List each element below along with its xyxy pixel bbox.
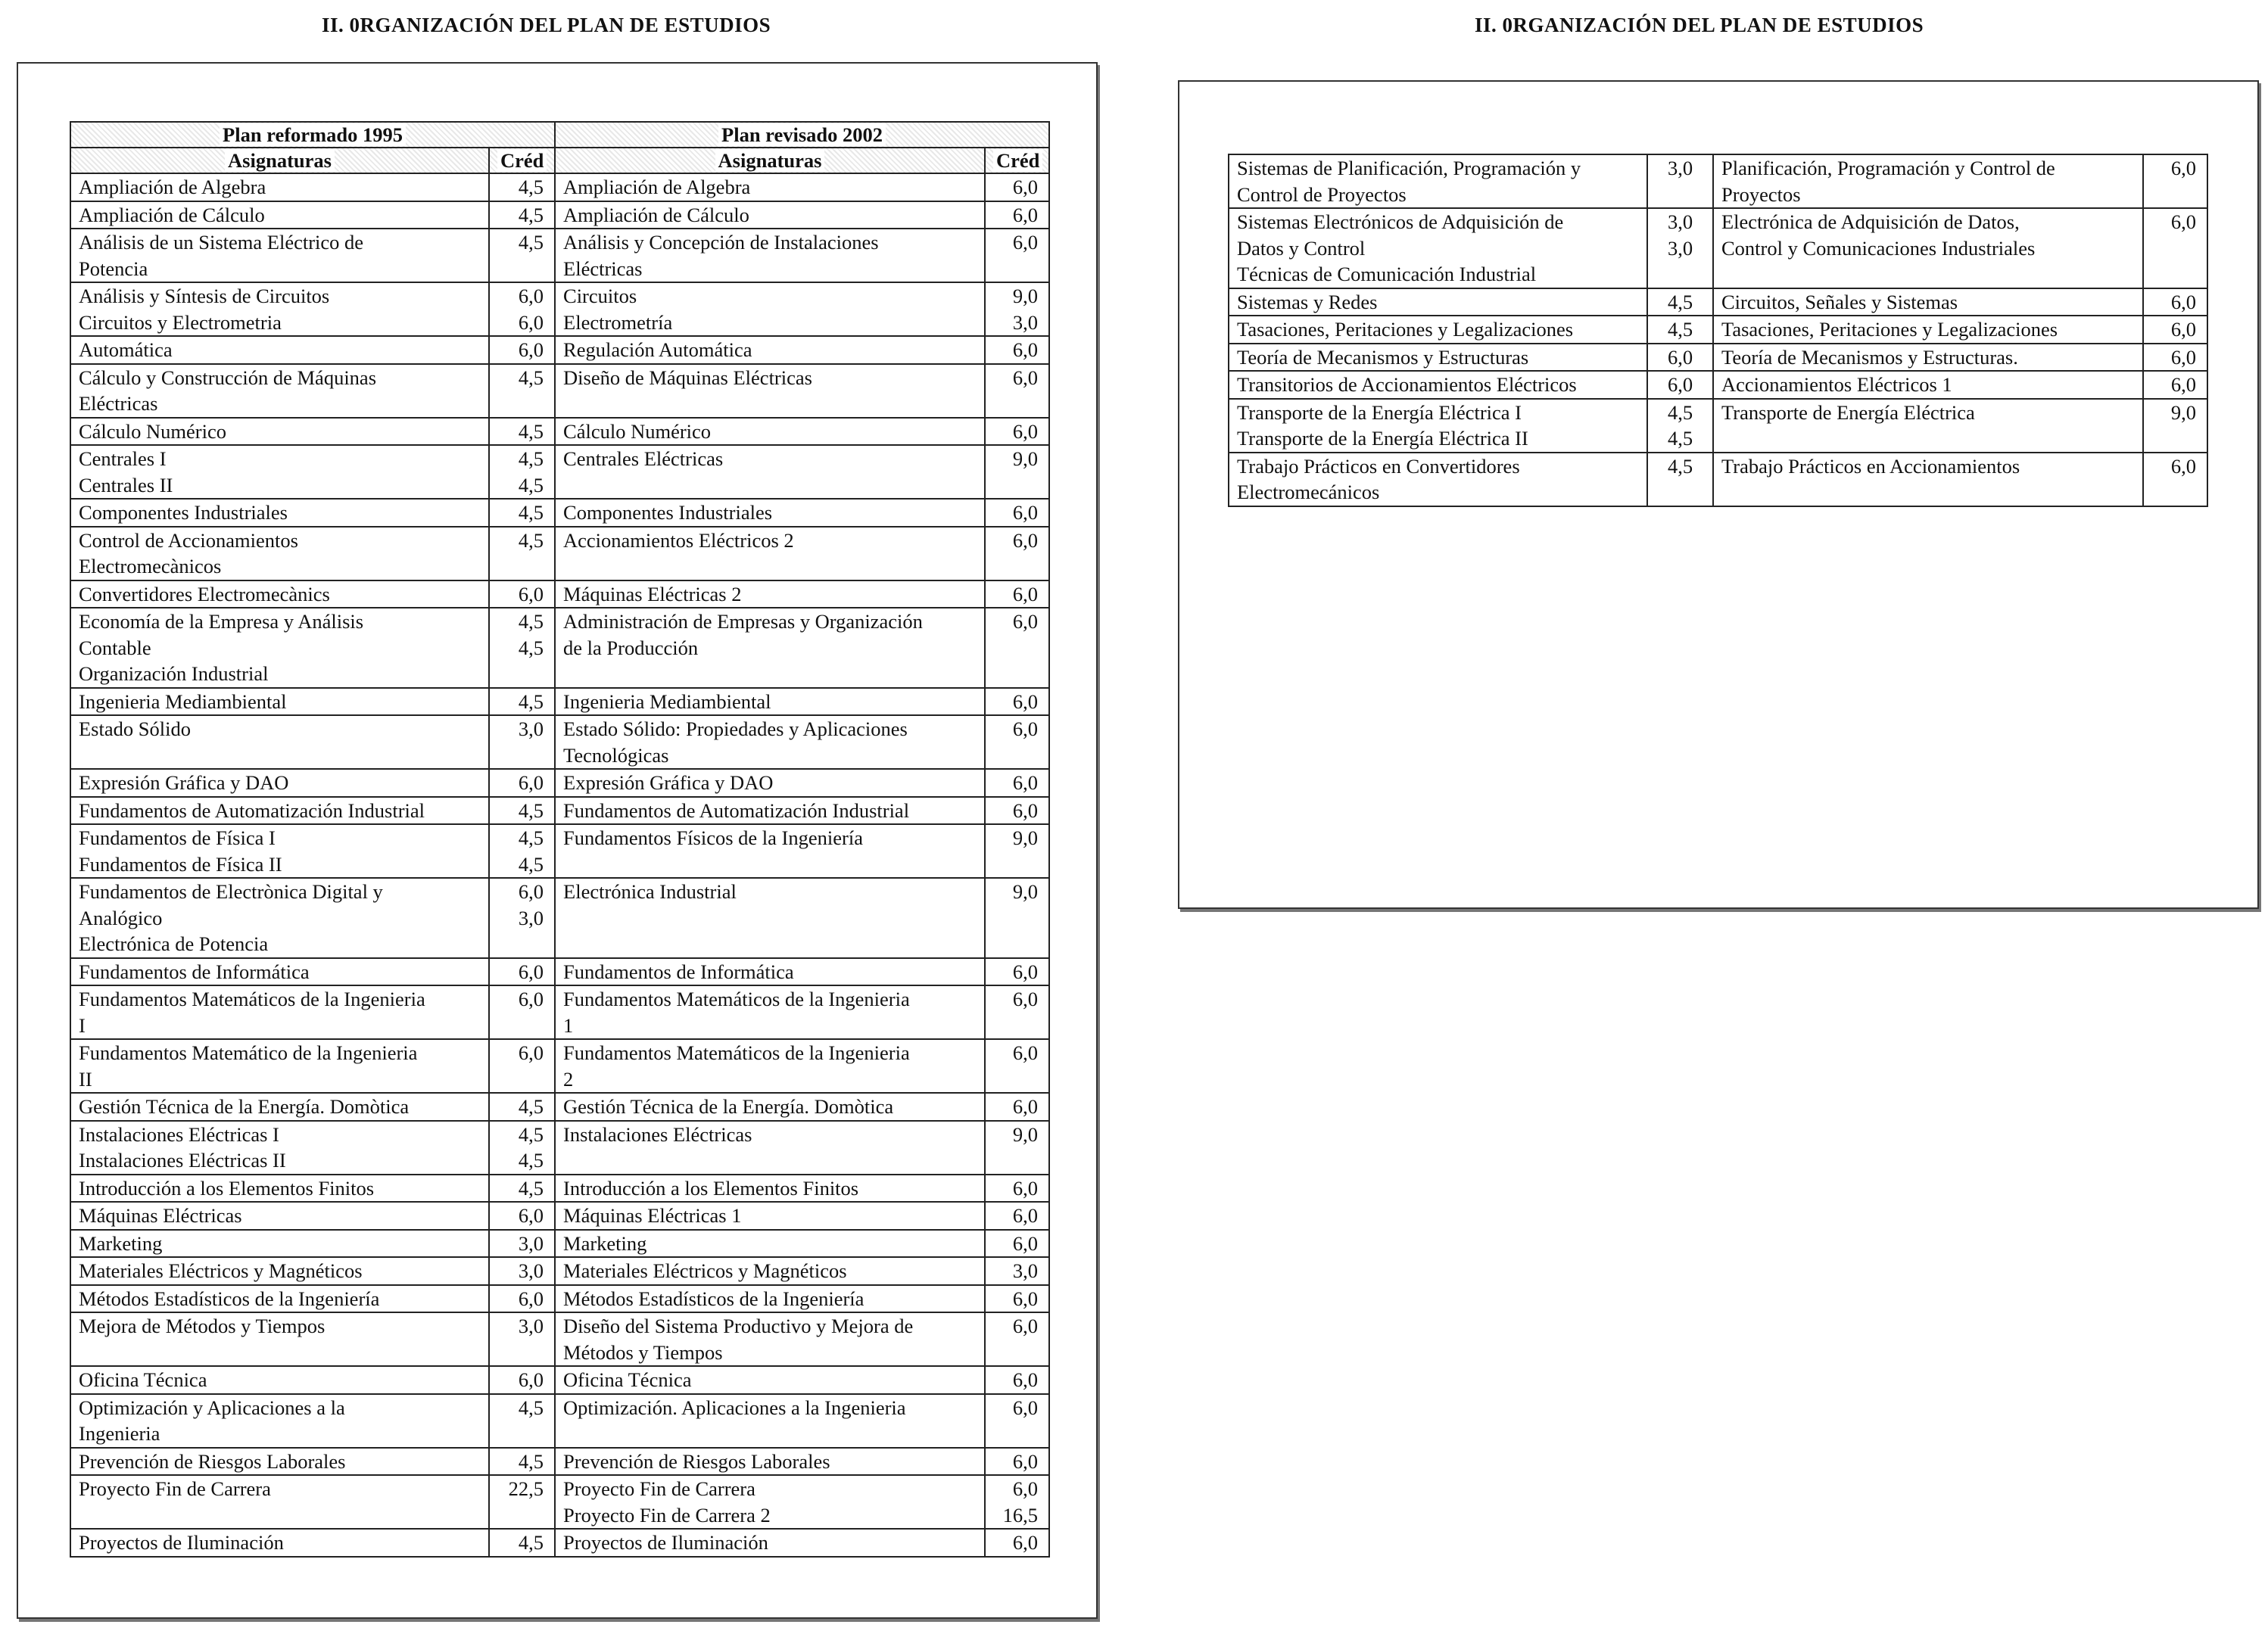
credits-old-cell: 3,0 xyxy=(1647,154,1713,208)
subject-new-cell: Circuitos, Señales y Sistemas xyxy=(1713,288,2143,316)
subject-new-cell: Centrales Eléctricas xyxy=(555,445,985,499)
credits-old-cell: 4,5 xyxy=(489,1448,555,1476)
credits-old-cell: 6,0 xyxy=(489,1202,555,1230)
credits-old-cell: 4,5 xyxy=(489,201,555,229)
credits-old-cell: 4,5 xyxy=(489,1175,555,1203)
subject-new-cell: Gestión Técnica de la Energía. Domòtica xyxy=(555,1093,985,1121)
subject-new-cell: Componentes Industriales xyxy=(555,499,985,527)
credits-old-cell: 4,5 xyxy=(489,364,555,418)
subject-old-cell: Optimización y Aplicaciones a la Ingenieria xyxy=(70,1394,489,1448)
subject-old-cell: Introducción a los Elementos Finitos xyxy=(70,1175,489,1203)
table-row xyxy=(70,445,1049,499)
subject-old-cell: Convertidores Electromecànics xyxy=(70,580,489,608)
table-row xyxy=(70,715,1049,769)
credits-new-cell: 6,0 xyxy=(2143,208,2207,288)
credits-old-cell: 4,5 xyxy=(489,527,555,580)
subject-old-cell: Trabajo Prácticos en Convertidores Electromecánicos xyxy=(1229,453,1647,506)
table-row xyxy=(70,878,1049,958)
subject-old-cell: Expresión Gráfica y DAO xyxy=(70,769,489,797)
credits-new-cell: 6,0 xyxy=(985,173,1049,201)
subject-old-cell: Centrales I Centrales II xyxy=(70,445,489,499)
subject-old-cell: Cálculo y Construcción de Máquinas Eléctricas xyxy=(70,364,489,418)
subject-old-cell: Sistemas de Planificación, Programación y Control de Proyectos xyxy=(1229,154,1647,208)
subject-old-cell: Proyectos de Iluminación xyxy=(70,1529,489,1557)
subject-old-cell: Cálculo Numérico xyxy=(70,418,489,446)
subject-new-cell: Materiales Eléctricos y Magnéticos xyxy=(555,1257,985,1285)
credits-new-cell: 6,0 xyxy=(985,580,1049,608)
table-row xyxy=(70,1175,1049,1203)
subject-new-cell: Proyecto Fin de Carrera Proyecto Fin de Carrera 2 xyxy=(555,1475,985,1529)
credits-old-cell: 4,5 xyxy=(489,418,555,446)
subject-old-cell: Ampliación de Algebra xyxy=(70,173,489,201)
credits-new-cell: 6,0 xyxy=(2143,288,2207,316)
table-row xyxy=(1229,453,2207,506)
credits-new-cell: 6,0 xyxy=(985,364,1049,418)
table-row xyxy=(70,1529,1049,1557)
credits-old-cell: 6,0 xyxy=(489,958,555,986)
subject-new-cell: Regulación Automática xyxy=(555,336,985,364)
subject-new-cell: Fundamentos de Automatización Industrial xyxy=(555,797,985,825)
credits-old-cell: 3,0 xyxy=(489,1312,555,1366)
credits-old-cell: 6,0 xyxy=(489,580,555,608)
subject-new-cell: Planificación, Programación y Control de Proyectos xyxy=(1713,154,2143,208)
table-row xyxy=(70,527,1049,580)
subject-old-cell: Fundamentos Matemático de la Ingenieria II xyxy=(70,1039,489,1093)
subject-old-cell: Economía de la Empresa y Análisis Contable Organización Industrial xyxy=(70,608,489,688)
subject-old-cell: Control de Accionamientos Electromecànicos xyxy=(70,527,489,580)
credits-old-cell: 6,0 xyxy=(489,336,555,364)
subject-new-cell: Teoría de Mecanismos y Estructuras. xyxy=(1713,344,2143,372)
credits-new-cell: 6,0 xyxy=(985,1394,1049,1448)
subject-new-cell: Instalaciones Eléctricas xyxy=(555,1121,985,1175)
subject-new-cell: Fundamentos de Informática xyxy=(555,958,985,986)
credits-old-cell: 6,0 xyxy=(1647,344,1713,372)
table-row xyxy=(70,1257,1049,1285)
credits-old-cell: 4,5 xyxy=(489,688,555,716)
table-row xyxy=(70,418,1049,446)
left-course-table xyxy=(70,121,1050,1558)
subject-new-cell: Electrónica Industrial xyxy=(555,878,985,958)
subject-old-cell: Oficina Técnica xyxy=(70,1366,489,1394)
credits-old-cell: 4,5 xyxy=(489,1394,555,1448)
credits-new-cell: 6,0 xyxy=(985,797,1049,825)
credits-old-cell: 4,5 xyxy=(489,173,555,201)
credits-old-cell: 4,5 xyxy=(489,499,555,527)
subject-old-cell: Fundamentos de Informática xyxy=(70,958,489,986)
credits-old-cell: 6,0 xyxy=(489,985,555,1039)
table-row xyxy=(1229,316,2207,344)
table-row xyxy=(70,499,1049,527)
subject-new-cell: Expresión Gráfica y DAO xyxy=(555,769,985,797)
credits-old-cell: 6,0 xyxy=(489,769,555,797)
credits-old-cell: 3,0 xyxy=(489,1230,555,1258)
credits-new-cell: 6,0 xyxy=(985,1448,1049,1476)
table-row xyxy=(70,688,1049,716)
subject-new-cell: Transporte de Energía Eléctrica xyxy=(1713,399,2143,453)
credits-old-cell: 4,5 xyxy=(489,797,555,825)
table-row xyxy=(70,1039,1049,1093)
table-row xyxy=(70,229,1049,282)
subject-new-cell: Fundamentos Matemáticos de la Ingenieria 2 xyxy=(555,1039,985,1093)
subject-new-cell: Trabajo Prácticos en Accionamientos xyxy=(1713,453,2143,506)
subject-header-new: Asignaturas xyxy=(555,148,985,173)
credits-header-old: Créd xyxy=(489,148,555,173)
table-row xyxy=(70,1475,1049,1529)
table-row xyxy=(1229,399,2207,453)
credits-old-cell: 6,0 3,0 xyxy=(489,878,555,958)
subject-new-cell: Cálculo Numérico xyxy=(555,418,985,446)
plan-old-header: Plan reformado 1995 xyxy=(70,122,555,148)
credits-new-cell: 9,0 3,0 xyxy=(985,282,1049,336)
table-row xyxy=(1229,344,2207,372)
credits-new-cell: 6,0 xyxy=(985,1529,1049,1557)
credits-old-cell: 6,0 xyxy=(1647,371,1713,399)
subject-old-cell: Métodos Estadísticos de la Ingeniería xyxy=(70,1285,489,1313)
subject-old-cell: Ingenieria Mediambiental xyxy=(70,688,489,716)
subject-new-cell: Optimización. Aplicaciones a la Ingenieria xyxy=(555,1394,985,1448)
subject-old-cell: Automática xyxy=(70,336,489,364)
subject-old-cell: Proyecto Fin de Carrera xyxy=(70,1475,489,1529)
table-row xyxy=(1229,154,2207,208)
subject-old-cell: Materiales Eléctricos y Magnéticos xyxy=(70,1257,489,1285)
table-row xyxy=(70,1394,1049,1448)
credits-new-cell: 6,0 xyxy=(985,527,1049,580)
credits-new-cell: 6,0 xyxy=(985,201,1049,229)
table-row xyxy=(70,173,1049,201)
table-row xyxy=(70,985,1049,1039)
left-page-heading: II. 0RGANIZACIÓN DEL PLAN DE ESTUDIOS xyxy=(322,14,771,36)
credits-new-cell: 6,0 xyxy=(985,1285,1049,1313)
right-page-heading: II. 0RGANIZACIÓN DEL PLAN DE ESTUDIOS xyxy=(1475,14,1924,36)
credits-old-cell: 4,5 xyxy=(1647,453,1713,506)
credits-old-cell: 4,5 xyxy=(1647,316,1713,344)
subject-old-cell: Transitorios de Accionamientos Eléctricos xyxy=(1229,371,1647,399)
credits-old-cell: 3,0 3,0 xyxy=(1647,208,1713,288)
credits-new-cell: 9,0 xyxy=(2143,399,2207,453)
subject-new-cell: Fundamentos Matemáticos de la Ingenieria 1 xyxy=(555,985,985,1039)
credits-old-cell: 4,5 xyxy=(489,1093,555,1121)
table-row xyxy=(70,958,1049,986)
subject-new-cell: Análisis y Concepción de Instalaciones Eléctricas xyxy=(555,229,985,282)
credits-new-cell: 3,0 xyxy=(985,1257,1049,1285)
subject-new-cell: Administración de Empresas y Organización de la Producción xyxy=(555,608,985,688)
subject-new-cell: Máquinas Eléctricas 1 xyxy=(555,1202,985,1230)
subject-new-cell: Ampliación de Cálculo xyxy=(555,201,985,229)
subject-old-cell: Transporte de la Energía Eléctrica I Transporte de la Energía Eléctrica II xyxy=(1229,399,1647,453)
credits-old-cell: 4,5 4,5 xyxy=(489,445,555,499)
subject-new-cell: Estado Sólido: Propiedades y Aplicaciones Tecnológicas xyxy=(555,715,985,769)
subject-old-cell: Mejora de Métodos y Tiempos xyxy=(70,1312,489,1366)
subject-old-cell: Fundamentos de Electrònica Digital y Analógico Electrónica de Potencia xyxy=(70,878,489,958)
subject-old-cell: Estado Sólido xyxy=(70,715,489,769)
subject-old-cell: Teoría de Mecanismos y Estructuras xyxy=(1229,344,1647,372)
table-row xyxy=(70,364,1049,418)
credits-new-cell: 9,0 xyxy=(985,878,1049,958)
subject-old-cell: Instalaciones Eléctricas I Instalaciones Eléctricas II xyxy=(70,1121,489,1175)
credits-new-cell: 6,0 16,5 xyxy=(985,1475,1049,1529)
subject-new-cell: Marketing xyxy=(555,1230,985,1258)
credits-old-cell: 4,5 xyxy=(1647,288,1713,316)
subject-new-cell: Diseño de Máquinas Eléctricas xyxy=(555,364,985,418)
credits-old-cell: 3,0 xyxy=(489,715,555,769)
credits-new-cell: 9,0 xyxy=(985,445,1049,499)
subject-new-cell: Oficina Técnica xyxy=(555,1366,985,1394)
credits-old-cell: 6,0 xyxy=(489,1285,555,1313)
table-row xyxy=(70,1312,1049,1366)
subject-old-cell: Análisis y Síntesis de Circuitos Circuitos y Electrometria xyxy=(70,282,489,336)
credits-header-new: Créd xyxy=(985,148,1049,173)
subject-new-cell: Ampliación de Algebra xyxy=(555,173,985,201)
table-row xyxy=(70,1121,1049,1175)
credits-old-cell: 4,5 4,5 xyxy=(489,1121,555,1175)
subject-new-cell: Métodos Estadísticos de la Ingeniería xyxy=(555,1285,985,1313)
subject-old-cell: Componentes Industriales xyxy=(70,499,489,527)
table-row xyxy=(70,1202,1049,1230)
subject-old-cell: Fundamentos de Automatización Industrial xyxy=(70,797,489,825)
subject-new-cell: Ingenieria Mediambiental xyxy=(555,688,985,716)
credits-new-cell: 6,0 xyxy=(985,688,1049,716)
credits-new-cell: 6,0 xyxy=(2143,371,2207,399)
table-row xyxy=(70,608,1049,688)
table-row xyxy=(70,201,1049,229)
table-row xyxy=(1229,371,2207,399)
subject-header-old: Asignaturas xyxy=(70,148,489,173)
credits-new-cell: 6,0 xyxy=(985,1230,1049,1258)
credits-old-cell: 4,5 4,5 xyxy=(489,824,555,878)
subject-new-cell: Circuitos Electrometría xyxy=(555,282,985,336)
credits-new-cell: 6,0 xyxy=(985,229,1049,282)
subject-old-cell: Gestión Técnica de la Energía. Domòtica xyxy=(70,1093,489,1121)
credits-new-cell: 6,0 xyxy=(2143,316,2207,344)
table-row xyxy=(70,1093,1049,1121)
subject-old-cell: Ampliación de Cálculo xyxy=(70,201,489,229)
credits-old-cell: 22,5 xyxy=(489,1475,555,1529)
credits-old-cell: 6,0 6,0 xyxy=(489,282,555,336)
table-row xyxy=(70,580,1049,608)
subject-old-cell: Sistemas Electrónicos de Adquisición de Datos y Control Técnicas de Comunicación Industrial xyxy=(1229,208,1647,288)
credits-old-cell: 6,0 xyxy=(489,1039,555,1093)
subject-new-cell: Proyectos de Iluminación xyxy=(555,1529,985,1557)
table-row xyxy=(70,1366,1049,1394)
credits-new-cell: 6,0 xyxy=(985,958,1049,986)
subject-old-cell: Prevención de Riesgos Laborales xyxy=(70,1448,489,1476)
subject-new-cell: Electrónica de Adquisición de Datos, Control y Comunicaciones Industriales xyxy=(1713,208,2143,288)
credits-new-cell: 9,0 xyxy=(985,1121,1049,1175)
credits-new-cell: 6,0 xyxy=(2143,154,2207,208)
table-row xyxy=(70,824,1049,878)
table-row xyxy=(70,1285,1049,1313)
subject-old-cell: Tasaciones, Peritaciones y Legalizaciones xyxy=(1229,316,1647,344)
credits-old-cell: 4,5 xyxy=(489,1529,555,1557)
subject-new-cell: Accionamientos Eléctricos 1 xyxy=(1713,371,2143,399)
subject-new-cell: Introducción a los Elementos Finitos xyxy=(555,1175,985,1203)
subject-old-cell: Sistemas y Redes xyxy=(1229,288,1647,316)
right-course-table xyxy=(1228,154,2208,507)
credits-new-cell: 6,0 xyxy=(985,418,1049,446)
subject-new-cell: Fundamentos Físicos de la Ingeniería xyxy=(555,824,985,878)
credits-new-cell: 6,0 xyxy=(985,336,1049,364)
subject-new-cell: Tasaciones, Peritaciones y Legalizaciones xyxy=(1713,316,2143,344)
credits-new-cell: 6,0 xyxy=(985,1175,1049,1203)
subject-old-cell: Fundamentos Matemáticos de la Ingenieria I xyxy=(70,985,489,1039)
table-row xyxy=(70,797,1049,825)
table-row xyxy=(70,1448,1049,1476)
credits-new-cell: 6,0 xyxy=(985,1312,1049,1366)
credits-old-cell: 4,5 4,5 xyxy=(1647,399,1713,453)
credits-new-cell: 6,0 xyxy=(985,608,1049,688)
credits-new-cell: 6,0 xyxy=(2143,453,2207,506)
table-row xyxy=(70,1230,1049,1258)
credits-new-cell: 6,0 xyxy=(985,1093,1049,1121)
table-row xyxy=(70,336,1049,364)
credits-new-cell: 6,0 xyxy=(985,769,1049,797)
subject-old-cell: Fundamentos de Física I Fundamentos de Física II xyxy=(70,824,489,878)
credits-old-cell: 3,0 xyxy=(489,1257,555,1285)
table-row xyxy=(1229,288,2207,316)
subject-old-cell: Análisis de un Sistema Eléctrico de Potencia xyxy=(70,229,489,282)
subject-old-cell: Máquinas Eléctricas xyxy=(70,1202,489,1230)
credits-new-cell: 9,0 xyxy=(985,824,1049,878)
subject-old-cell: Marketing xyxy=(70,1230,489,1258)
table-row xyxy=(1229,208,2207,288)
credits-old-cell: 4,5 4,5 xyxy=(489,608,555,688)
credits-old-cell: 4,5 xyxy=(489,229,555,282)
credits-new-cell: 6,0 xyxy=(985,1366,1049,1394)
credits-new-cell: 6,0 xyxy=(2143,344,2207,372)
credits-new-cell: 6,0 xyxy=(985,499,1049,527)
column-header-row xyxy=(70,148,1049,173)
credits-new-cell: 6,0 xyxy=(985,1039,1049,1093)
subject-new-cell: Accionamientos Eléctricos 2 xyxy=(555,527,985,580)
subject-new-cell: Máquinas Eléctricas 2 xyxy=(555,580,985,608)
credits-old-cell: 6,0 xyxy=(489,1366,555,1394)
table-row xyxy=(70,769,1049,797)
subject-new-cell: Diseño del Sistema Productivo y Mejora de Métodos y Tiempos xyxy=(555,1312,985,1366)
plan-new-header: Plan revisado 2002 xyxy=(555,122,1049,148)
credits-new-cell: 6,0 xyxy=(985,715,1049,769)
plan-header-row xyxy=(70,122,1049,148)
subject-new-cell: Prevención de Riesgos Laborales xyxy=(555,1448,985,1476)
credits-new-cell: 6,0 xyxy=(985,1202,1049,1230)
credits-new-cell: 6,0 xyxy=(985,985,1049,1039)
table-row xyxy=(70,282,1049,336)
